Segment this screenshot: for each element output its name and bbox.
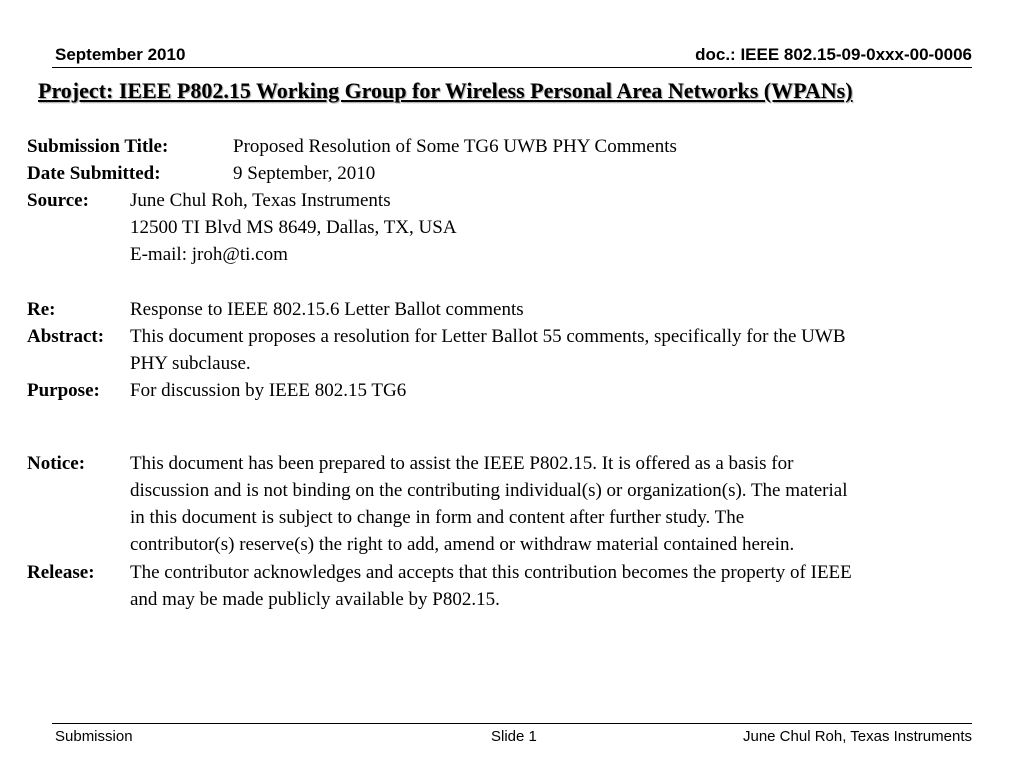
project-title: Project: IEEE P802.15 Working Group for Wireless Personal Area Networks (WPANs) [38, 78, 853, 103]
purpose-value: For discussion by IEEE 802.15 TG6 [130, 380, 407, 401]
notice-line-3: in this document is subject to change in form and content after further study. The [130, 507, 745, 528]
release-line-2: and may be made publicly available by P802.15. [130, 589, 500, 610]
submission-title-value: Proposed Resolution of Some TG6 UWB PHY Comments [233, 136, 677, 157]
footer-author: June Chul Roh, Texas Instruments [742, 728, 972, 745]
submission-title-label: Submission Title: [27, 136, 169, 157]
abstract-line-2: PHY subclause. [130, 353, 251, 374]
source-name: June Chul Roh, Texas Instruments [130, 190, 391, 211]
abstract-label: Abstract: [27, 326, 105, 347]
header-doc-id: doc.: IEEE 802.15-09-0xxx-00-0006 [695, 45, 972, 64]
source-address: 12500 TI Blvd MS 8649, Dallas, TX, USA [130, 217, 457, 238]
notice-line-2: discussion and is not binding on the contributing individual(s) or organization(s). The material [130, 480, 848, 501]
re-value: Response to IEEE 802.15.6 Letter Ballot comments [130, 299, 524, 320]
notice-label: Notice: [27, 453, 86, 474]
footer-slide-number: Slide 1 [491, 728, 537, 745]
date-submitted-label: Date Submitted: [27, 163, 161, 184]
footer-divider [52, 723, 972, 724]
release-line-1: The contributor acknowledges and accepts that this contribution becomes the property of IEEE [130, 562, 852, 583]
header-divider [52, 67, 972, 68]
source-label: Source: [27, 190, 89, 211]
re-label: Re: [27, 299, 56, 320]
notice-line-4: contributor(s) reserve(s) the right to add, amend or withdraw material contained herein. [130, 534, 795, 555]
release-label: Release: [27, 562, 95, 583]
source-email: E-mail: jroh@ti.com [130, 244, 288, 265]
footer-submission: Submission [55, 728, 133, 745]
abstract-line-1: This document proposes a resolution for Letter Ballot 55 comments, specifically for the UWB [130, 326, 846, 347]
date-submitted-value: 9 September, 2010 [233, 163, 376, 184]
header-date: September 2010 [55, 45, 186, 64]
notice-line-1: This document has been prepared to assist the IEEE P802.15. It is offered as a basis for [130, 453, 794, 474]
purpose-label: Purpose: [27, 380, 100, 401]
